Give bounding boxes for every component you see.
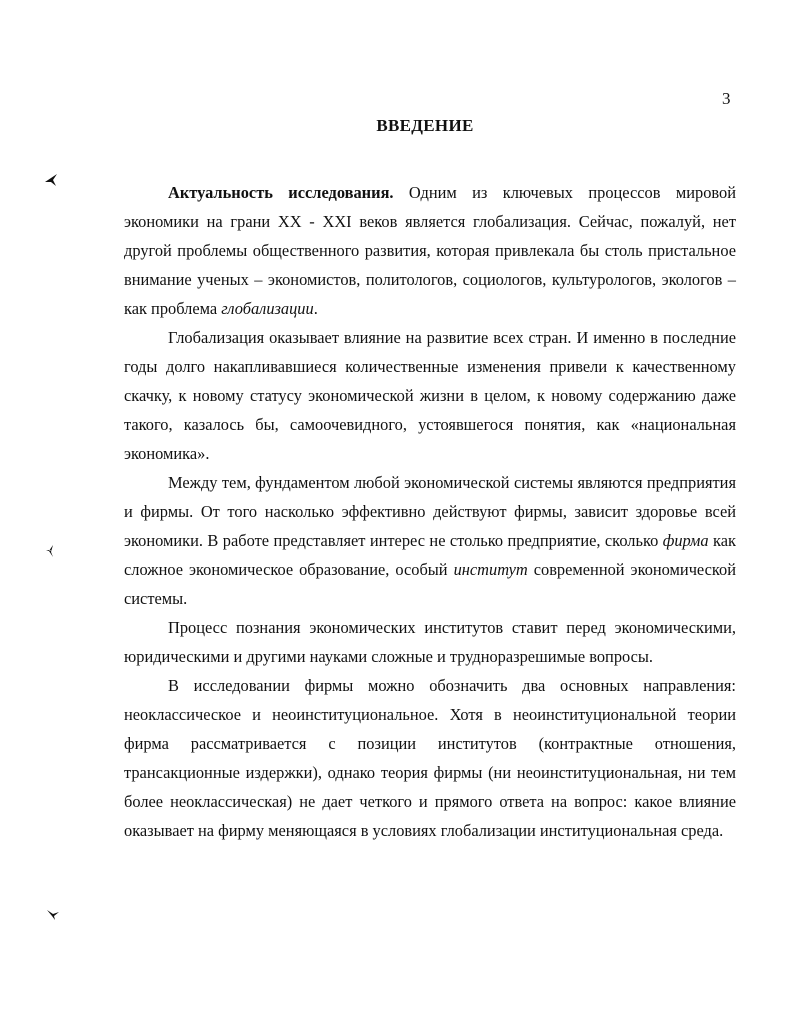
paragraph-globalization: Глобализация оказывает влияние на развитие всех стран. И именно в последние годы долго накапливавшиеся количественные изменения привели к качественному скачку, к новому статусу экономической жизни в целом, к новому содержанию даже такого, казалось бы, самоочевидного, устоявшегося понятия, как «национальная экономика». (124, 328, 736, 463)
paragraph-directions: В исследовании фирмы можно обозначить два основных направления: неоклассическое и неоинституциональное. Хотя в неоинституциональной теории фирма рассматривается с позиции институтов (контрактные отношения, трансакционные издержки), однако теория фирмы (ни неоинституциональная, ни тем более неоклассическая) не дает четкого и прямого ответа на вопрос: какое влияние оказывает на фирму меняющаяся в условиях глобализации институциональная среда. (124, 676, 736, 840)
paragraph-end: . (313, 299, 318, 318)
italic-term: глобализации (221, 299, 314, 318)
italic-term: институт (453, 560, 528, 579)
paragraph-text: как сложное экономическое образование, особый (124, 531, 736, 579)
paragraph-institutions: Процесс познания экономических институтов ставит перед экономическими, юридическими и другими науками сложные и трудноразрешимые вопросы. (124, 618, 736, 666)
margin-mark-icon (46, 907, 60, 921)
page-title: ВВЕДЕНИЕ (376, 116, 474, 135)
paragraph-text: Одним из ключевых процессов мировой экономики на грани XX - XXI веков является глобализация. Сейчас, пожалуй, нет другой проблемы общественного развития, которая привлекала бы столь пристальное внимание ученых – экономистов, политологов, социологов, культурологов, экологов – как проблема (124, 183, 736, 318)
paragraph-firms (124, 468, 736, 613)
document-body (124, 178, 736, 845)
paragraph-relevance (124, 178, 736, 323)
page-number: 3 (722, 89, 731, 108)
paragraph-text: современной экономической системы. (124, 560, 736, 608)
lead-heading: Актуальность исследования. (168, 183, 394, 202)
margin-mark-icon (44, 544, 58, 558)
italic-term: фирма (662, 531, 709, 550)
paragraph-text: Между тем, фундаментом любой экономической системы являются предприятия и фирмы. От того насколько эффективно действуют фирмы, зависит здоровье всей экономики. В работе представляет интерес не столько предприятие, сколько (124, 473, 736, 550)
margin-mark-icon (44, 173, 58, 187)
